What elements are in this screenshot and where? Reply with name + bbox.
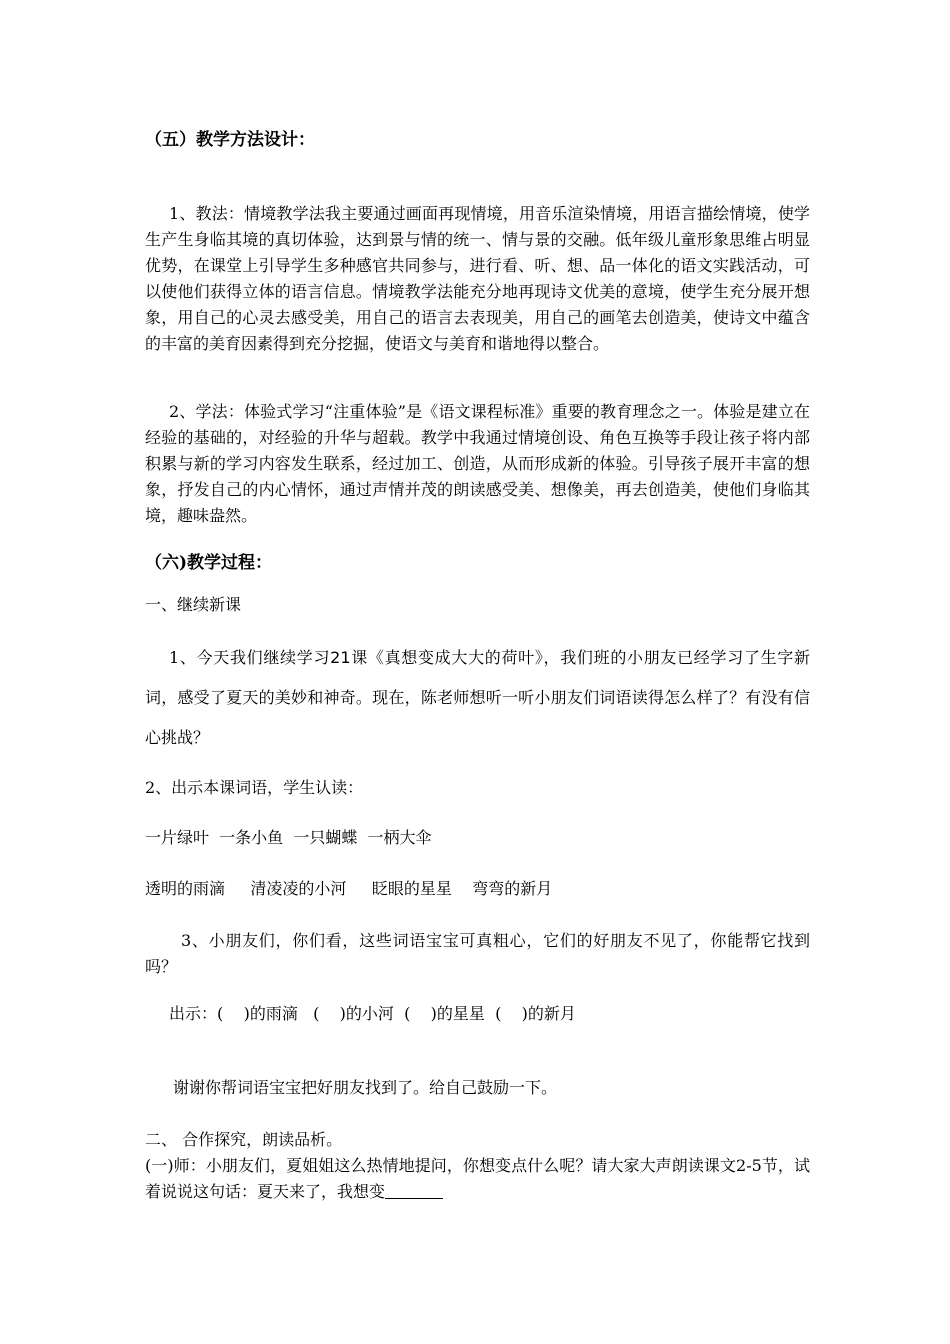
lesson-number: 21 [330, 648, 351, 667]
words-row-2: 透明的雨滴 清凌凌的小河 眨眼的星星 弯弯的新月 [145, 879, 553, 898]
process-heading: （六)教学过程： [145, 553, 273, 573]
learning-method-paragraph: 2、学法：体验式学习“注重体验”是《语文课程标准》重要的教育理念之一。体验是建立在经验的基础的，对经验的升华与超载。教学中我通过情境创设、角色互换等手段让孩子将内部积累与新的学习内容发生联系，经过加工、创造，从而形成新的体验。引导孩子展开丰富的想象，抒发自己的内心情怀，通过声情并茂的朗读感受美、想像美，再去创造美，使他们身临其境，趣味盎然。 [145, 402, 810, 525]
answer-blank [385, 1182, 443, 1199]
thanks-text: 谢谢你帮词语宝宝把好朋友找到了。给自己鼓励一下。 [173, 1078, 558, 1097]
step2-text: 2、出示本课词语，学生认读： [145, 778, 364, 797]
step1-paragraph [145, 638, 810, 758]
part2-text: (一)师：小朋友们，夏姐姐这么热情地提问，你想变点什么呢？请大家大声朗读课文2-5节，试着说说这句话：夏天来了，我想变 [145, 1156, 810, 1201]
part2-title: 二、 合作探究，朗读品析。 [145, 1130, 343, 1149]
part1-title: 一、继续新课 [145, 595, 242, 614]
part2-paragraph [145, 1153, 810, 1205]
methods-heading: （五）教学方法设计： [145, 130, 315, 150]
step1-text-a: 1、今天我们继续学习 [169, 648, 331, 667]
show-exercise: 出示：( )的雨滴 ( )的小河 ( )的星星 ( )的新月 [169, 1004, 576, 1023]
step1-text-b: 课《真想变成大大的荷叶》，我们班的小朋友已经学习了生字新词，感受了夏天的美妙和神奇。现在，陈老师想听一听小朋友们词语读得怎么样了？有没有信心挑战？ [145, 648, 810, 747]
words-row-1: 一片绿叶 一条小鱼 一只蝴蝶 一柄大伞 [145, 828, 432, 847]
step3-paragraph: 3、小朋友们，你们看，这些词语宝宝可真粗心，它们的好朋友不见了，你能帮它找到吗？ [145, 931, 810, 976]
teaching-method-paragraph: 1、教法：情境教学法我主要通过画面再现情境，用音乐渲染情境，用语言描绘情境，使学生产生身临其境的真切体验，达到景与情的统一、情与景的交融。低年级儿童形象思维占明显优势，在课堂上引导学生多种感官共同参与，进行看、听、想、品一体化的语文实践活动，可以使他们获得立体的语言信息。情境教学法能充分地再现诗文优美的意境，使学生充分展开想象，用自己的心灵去感受美，用自己的语言去表现美，用自己的画笔去创造美，使诗文中蕴含的丰富的美育因素得到充分挖掘，使语文与美育和谐地得以整合。 [145, 204, 810, 353]
